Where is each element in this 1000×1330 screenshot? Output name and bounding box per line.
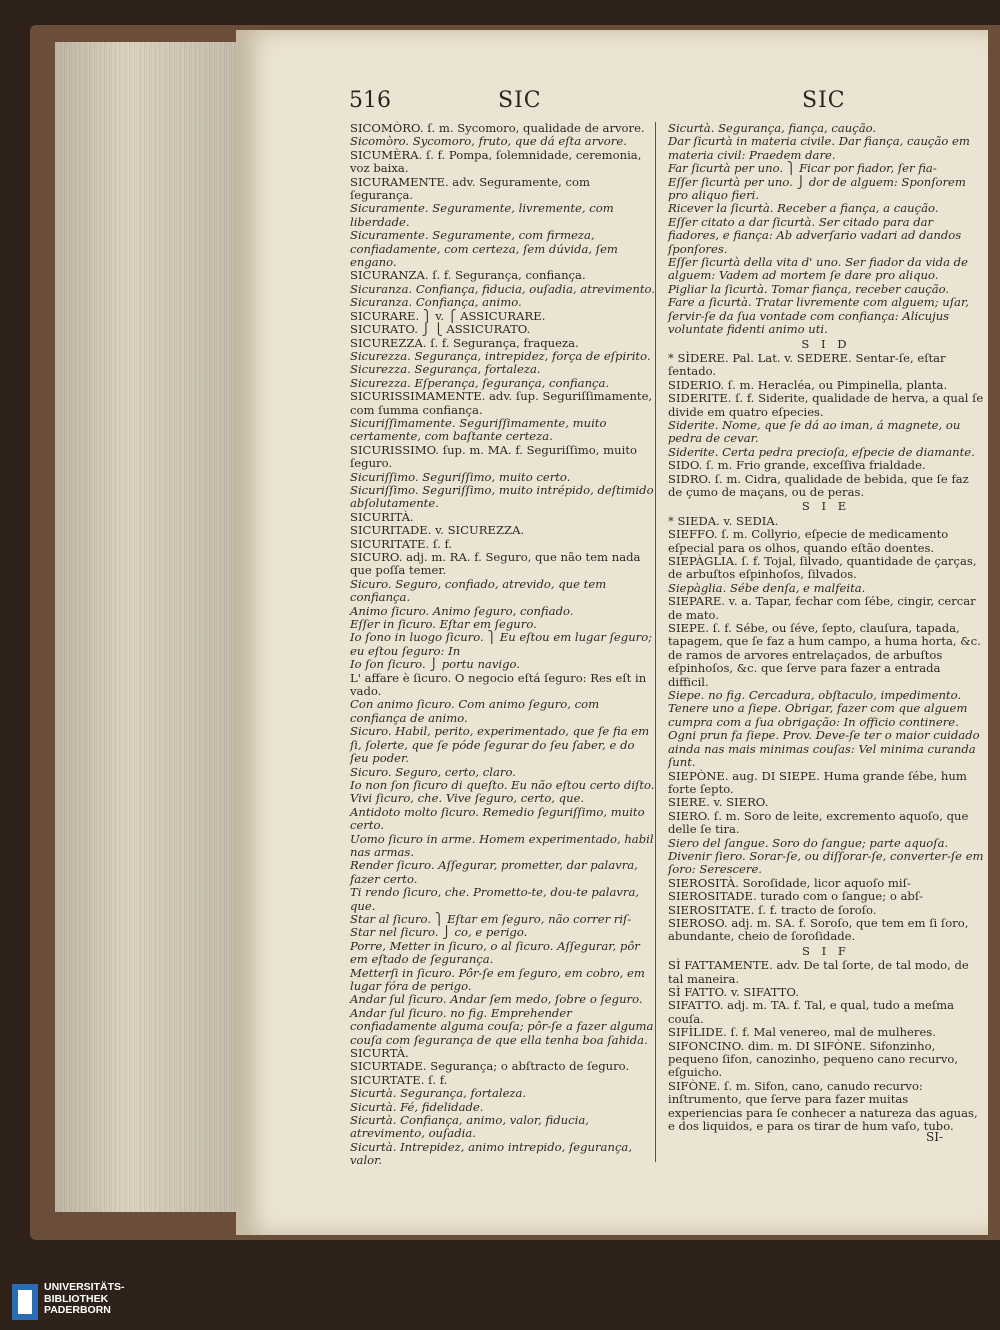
dictionary-entry: Io non ſon ſicuro di queſto. Eu não eſtou certo diſto. [350, 777, 655, 792]
dictionary-entry: Eſſer in ſicuro. Eſtar em ſeguro. [350, 617, 537, 632]
library-logo-text [44, 1282, 125, 1317]
dictionary-entry: Far ſicurtà per uno. ⎫ Ficar por fiador, ſer fia- [668, 161, 937, 176]
dictionary-entry: Sicurezza. Segurança, intrepidez, força de eſpirito. [350, 348, 651, 363]
dictionary-entry: Metterſi in ſicuro. Pôr-ſe em ſeguro, em cobro, em lugar fóra de perigo. [350, 965, 645, 993]
dictionary-entry: SIEFFO. ſ. m. Collyrio, eſpecie de medicamento eſpecial para os olhos, quando eſtão doentes. [668, 527, 949, 555]
dictionary-entry: SICUMÈRA. ſ. f. Pompa, ſolemnidade, ceremonia, voz baixa. [350, 147, 642, 176]
dictionary-entry: SIDRO. ſ. m. Cidra, qualidade de bebida, que ſe faz de çumo de maçans, ou de peras. [668, 471, 969, 499]
dictionary-entry: Pigliar la ſicurtà. Tomar fiança, receber caução. [668, 281, 950, 296]
dictionary-entry: Sicuramente. Seguramente, com firmeza, confiadamente, com certeza, ſem dúvida, ſem engano. [350, 228, 618, 270]
dictionary-entry: SICURITADE. v. SICUREZZA. [350, 523, 525, 538]
dictionary-entry: SIDO. ſ. m. Frio grande, exceſſiva frialdade. [668, 458, 926, 473]
dictionary-entry: SICURITATE. ſ. f. [350, 536, 453, 551]
dictionary-entry: SICURTATE. ſ. f. [350, 1072, 448, 1087]
dictionary-entry: * SÌDERE. Pal. Lat. v. SEDERE. Sentar-ſe, eſtar ſentado. [668, 350, 946, 379]
left-column [350, 122, 656, 1168]
dictionary-entry: SICURTADE. Segurança; o abſtracto de ſeguro. [350, 1059, 630, 1074]
dictionary-entry: Divenir ſiero. Sorar-ſe, ou diſſorar-ſe, converter-ſe em ſoro: Serescere. [668, 848, 984, 877]
dictionary-entry: SICURATO. ⎭ ⎩ ASSICURATO. [350, 322, 531, 337]
dictionary-entry: Sicurezza. Eſperança, ſegurança, confiança. [350, 375, 610, 390]
dictionary-entry: Siderite. Certa pedra precioſa, eſpecie de diamante. [668, 444, 975, 459]
dictionary-entry: SICURISSIMAMENTE. adv. ſup. Seguriſſimamente, com ſumma confiança. [350, 389, 653, 417]
dictionary-entry: Ogni prun fa ſiepe. Prov. Deve-ſe ter o maior cuidado ainda nas mais minimas couſas: Vel minima curanda ſunt. [668, 728, 980, 770]
dictionary-page [236, 30, 988, 1235]
dictionary-entry: SÌ FATTO. v. SIFATTO. [668, 985, 799, 999]
left-running-head: SIC [498, 88, 542, 113]
dictionary-entry: Porre, Metter in ſicuro, o al ſicuro. Aſſegurar, pôr em eſtado de ſegurança. [350, 938, 640, 967]
dictionary-entry: Siepe. no fig. Cercadura, obſtaculo, impedimento. [668, 688, 962, 703]
dictionary-entry: Antidoto molto ſicuro. Remedio ſeguriſſimo, muito certo. [350, 804, 645, 833]
dictionary-entry: Sicurtà. Fé, fidelidade. [350, 1099, 484, 1114]
dictionary-entry: Siderite. Nome, que ſe dá ao iman, á magnete, ou pedra de cevar. [668, 417, 961, 446]
page-number: 516 [349, 88, 391, 113]
section-heading: S I D [801, 336, 851, 351]
dictionary-entry: Star nel ſicuro. ⎭ co, e perigo. [350, 925, 528, 940]
dictionary-entry: Andar ſul ſicuro. no fig. Emprehender confiadamente alguma couſa; pôr-ſe a fazer alguma couſa com ſegurança de que ella tenha boa ſahida. [350, 1005, 654, 1047]
logo-line-2: BIBLIOTHEK [44, 1292, 109, 1305]
dictionary-entry: Sicurtà. Confiança, animo, valor, fiducia, atrevimento, ouſadia. [350, 1113, 589, 1141]
dictionary-entry: Animo ſicuro. Animo ſeguro, confiado. [350, 603, 574, 618]
dictionary-entry: Siero del ſangue. Soro do ſangue; parte aquoſa. [668, 835, 949, 850]
dictionary-entry: Io ſono in luogo ſicuro. ⎫ Eu eſtou em lugar ſeguro; eu eſtou ſeguro: In [350, 630, 653, 658]
dictionary-entry: Io ſon ſicuro. ⎭ portu navigo. [350, 657, 520, 672]
dictionary-entry: Render ſicuro. Aſſegurar, prometter, dar palavra, fazer certo. [350, 858, 638, 886]
dictionary-entry: SICURITÀ. [350, 509, 414, 524]
dictionary-entry: SIEPE. ſ. f. Sébe, ou ſéve, ſepto, clauſura, tapada, tapagem, que ſe faz a hum campo, a huma horta, &c. de ramos de arvores entrelaçados, de arbuſtos eſpinhoſos, &c. que ſerve para fazer a entrada difficil. [668, 621, 981, 689]
dictionary-entry: SICURAMENTE. adv. Seguramente, com ſegurança. [350, 174, 591, 203]
dictionary-entry: SICURISSIMO. ſup. m. MA. f. Seguriſſimo, muito ſeguro. [350, 442, 637, 471]
dictionary-entry: Uomo ſicuro in arme. Homem experimentado, habil nas armas. [350, 831, 654, 859]
dictionary-entry: Sicuriſſimo. Seguriſſimo, muito certo. [350, 469, 571, 484]
dictionary-entry: Sicuro. Seguro, confiado, atrevido, que tem confiança. [350, 576, 607, 605]
dictionary-entry: Fare a ſicurtà. Tratar livremente com alguem; uſar, ſervir-ſe da ſua vontade com confiança: Alicujus voluntate fidenti animo uti. [668, 295, 969, 337]
dictionary-entry: Sicurtà. Segurança, fortaleza. [350, 1086, 527, 1101]
dictionary-entry: Tenere uno a ſiepe. Obrigar, fazer com que alguem cumpra com a ſua obrigação: In officio continere. [668, 701, 968, 729]
dictionary-entry: SIDERIO. ſ. m. Heracléa, ou Pimpinella, planta. [668, 377, 948, 392]
dictionary-entry: Vivi ſicuro, che. Vive ſeguro, certo, que. [350, 791, 585, 806]
dictionary-entry: Con animo ſicuro. Com animo ſeguro, com confiança de animo. [350, 697, 600, 725]
library-logo [12, 1282, 162, 1328]
dictionary-entry: SICOMÒRO. ſ. m. Sycomoro, qualidade de arvore. [350, 121, 645, 135]
dictionary-entry: Sicurtà. Intrepidez, animo intrepido, ſegurança, valor. [350, 1139, 633, 1168]
dictionary-entry: SICURANZA. ſ. f. Segurança, confiança. [350, 268, 586, 283]
dictionary-entry: SICUREZZA. ſ. f. Segurança, fraqueza. [350, 335, 579, 350]
dictionary-entry: SIERO. ſ. m. Soro de leite, excremento aquoſo, que delle ſe tira. [668, 808, 969, 837]
dictionary-entry: Sicuro. Habil, perito, experimentado, que ſe fia em ſi, ſolerte, que ſe póde ſegurar do ſeu ſaber, e do ſeu poder. [350, 724, 650, 766]
dictionary-entry: SIEPARE. v. a. Tapar, fechar com ſébe, cingir, cercar de mato. [668, 594, 976, 622]
dictionary-entry: SIDERITE. ſ. f. Siderite, qualidade de herva, a qual ſe divide em quatro eſpecies. [668, 391, 984, 419]
dictionary-entry: SIEROSITÀ. Soroſidade, licor aquoſo miſ- [668, 875, 911, 890]
dictionary-entry: SIERE. v. SIERO. [668, 795, 769, 810]
dictionary-entry: Eſſer ſicurtà per uno. ⎭ dor de alguem: Sponſorem pro aliquo fieri. [668, 174, 966, 203]
dictionary-entry: SIFATTO. adj. m. TA. f. Tal, e qual, tudo a meſma couſa. [668, 998, 955, 1026]
dictionary-entry: SICURARE. ⎫ v. ⎧ ASSICURARE. [350, 308, 546, 323]
logo-line-3: PADERBORN [44, 1304, 111, 1316]
dictionary-entry: SICURTÀ. [350, 1046, 409, 1061]
dictionary-entry: Ricever la ſicurtà. Receber a fiança, a caução. [668, 201, 939, 216]
section-heading: S I E [801, 499, 851, 514]
dictionary-entry: L' affare è ſicuro. O negocio eſtá ſeguro: Res eſt in vado. [350, 670, 647, 699]
dictionary-entry: Ti rendo ſicuro, che. Prometto-te, dou-te palavra, que. [350, 885, 640, 913]
dictionary-entry: Dar ſicurtà in materia civile. Dar fiança, caução em materia civil: Praedem dare. [668, 134, 970, 162]
dictionary-entry: SIEROSITADE. turado com o ſangue; o abſ- [668, 889, 924, 904]
dictionary-entry: Siepàglia. Sébe denſa, e malfeita. [668, 580, 866, 595]
dictionary-entry: Sicuro. Seguro, certo, claro. [350, 764, 516, 779]
dictionary-entry: Sicurezza. Segurança, fortaleza. [350, 362, 541, 377]
dictionary-entry: SIFONCINO. dim. m. DI SIFÒNE. Sifonzinho, pequeno ſifon, canozinho, pequeno cano recurvo, eſguicho. [668, 1038, 959, 1080]
section-heading: S I F [802, 943, 850, 958]
catchword: SI- [926, 1130, 944, 1144]
dictionary-entry: SIEROSITATE. ſ. f. tracto de ſoroſo. [668, 902, 877, 917]
dictionary-entry: SÌ FATTAMENTE. adv. De tal ſorte, de tal modo, de tal maneira. [668, 958, 969, 986]
library-logo-mark [12, 1284, 38, 1320]
dictionary-entry: Sicomòro. Sycomoro, fruto, que dá eſta arvore. [350, 134, 627, 149]
dictionary-entry: Sicuranza. Confiança, fiducia, ouſadia, atrevimento. [350, 281, 655, 296]
dictionary-entry: Andar ſul ſicuro. Andar ſem medo, ſobre o ſeguro. [350, 992, 643, 1007]
page-header [236, 88, 988, 118]
dictionary-entry: Sicuriſſimo. Seguriſſimo, muito intrépido, deſtimido abſolutamente. [350, 482, 654, 511]
dictionary-entry: Star al ſicuro. ⎫ Eſtar em ſeguro, não correr riſ- [350, 911, 632, 926]
dictionary-entry: Sicuranza. Confiança, animo. [350, 295, 522, 310]
right-running-head: SIC [802, 88, 846, 113]
dictionary-entry: * SIEDA. v. SEDIA. [668, 513, 779, 528]
dictionary-entry: Sicurtà. Segurança, fiança, caução. [668, 121, 877, 135]
dictionary-entry: SIEROSO. adj. m. SA. f. Soroſo, que tem em ſi ſoro, abundante, cheio de ſoroſidade. [668, 915, 969, 944]
page-edges-shade [55, 42, 237, 1212]
dictionary-entry: SIFÒNE. ſ. m. Sifon, cano, canudo recurvo: inſtrumento, que ſerve para fazer muitas experiencias para ſe conhecer a natureza das aguas, e dos liquidos, e para os tirar de hum vaſo, tubo. [668, 1078, 978, 1134]
dictionary-entry: Sicuramente. Seguramente, livremente, com liberdade. [350, 201, 614, 229]
dictionary-entry: SIFÌLIDE. ſ. f. Mal venereo, mal de mulheres. [668, 1025, 936, 1040]
dictionary-entry: SICURO. adj. m. RA. f. Seguro, que não tem nada que poſſa temer. [350, 550, 641, 578]
logo-line-1: UNIVERSITÄTS- [44, 1281, 125, 1293]
right-column [668, 122, 984, 1133]
dictionary-entry: SIEPÒNE. aug. DI SIEPE. Huma grande ſébe, hum forte ſepto. [668, 768, 967, 796]
dictionary-entry: SIEPÀGLIA. ſ. f. Tojal, ſilvado, quantidade de çarças, de arbuſtos eſpinhoſos, ſilvados. [668, 554, 977, 582]
dictionary-entry: Eſſer citato a dar ſicurtà. Ser citado para dar fiadores, e fiança: Ab adverſario vadari ad dandos ſponſores. [668, 214, 962, 256]
dictionary-entry: Eſſer ſicurtà della vita d' uno. Ser fiador da vida de alguem: Vadem ad mortem ſe dare pro aliquo. [668, 255, 968, 283]
dictionary-entry: Sicuriſſimamente. Seguriſſimamente, muito certamente, com baſtante certeza. [350, 415, 607, 444]
